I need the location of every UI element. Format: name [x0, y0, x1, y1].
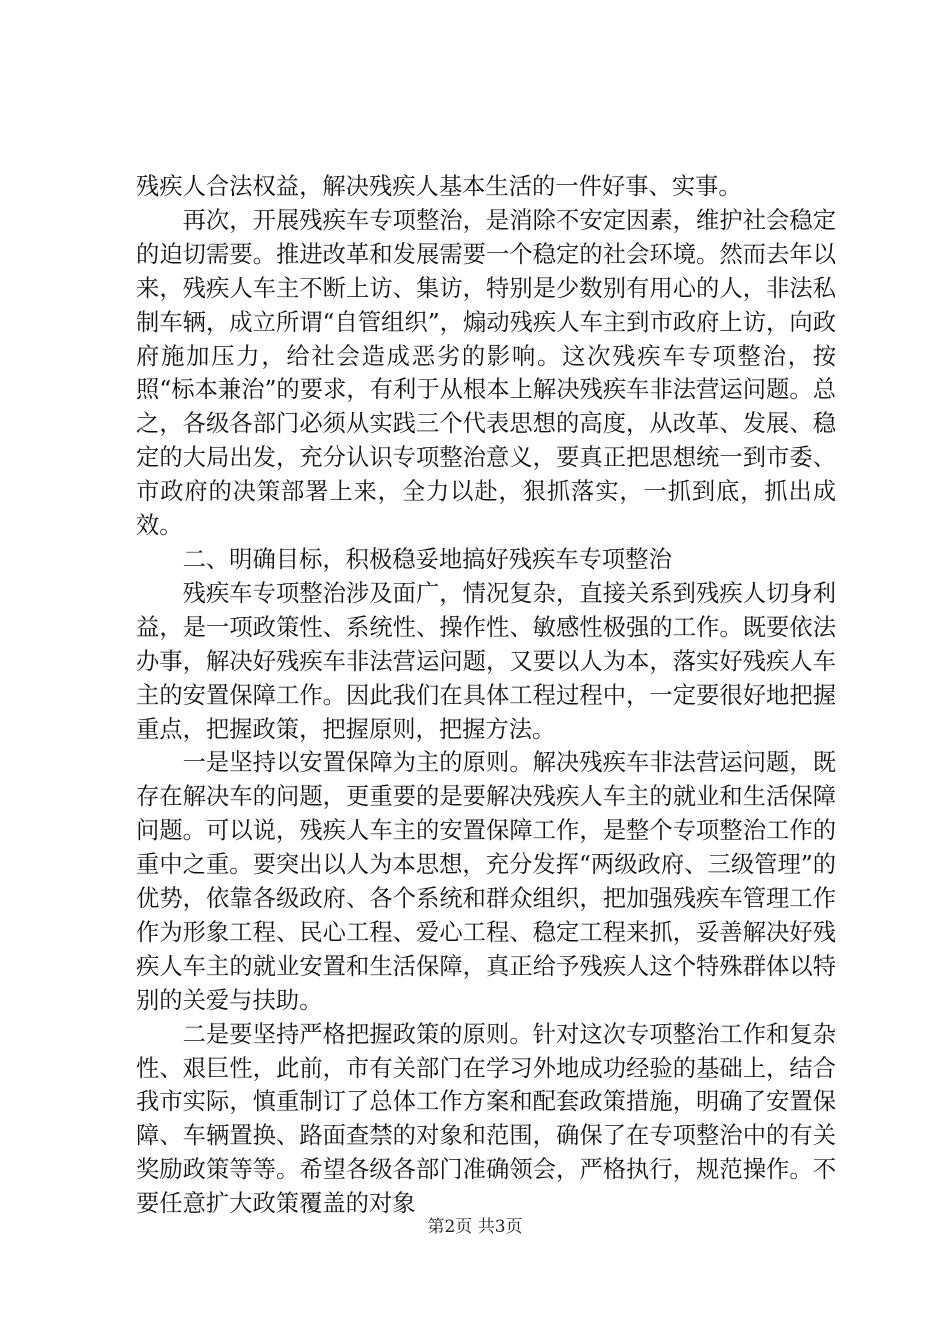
page-number-footer: 第2页 共3页: [427, 1217, 523, 1237]
paragraph-3: 残疾车专项整治涉及面广，情况复杂，直接关系到残疾人切身利益，是一项政策性、系统性、操作性、敏感性极强的工作。既要依法办事，解决好残疾车非法营运问题，又要以人为本，落实好残疾人车主的安置保障工作。因此我们在具体工程过程中，一定要很好地把握重点，把握政策，把握原则，把握方法。: [136, 579, 836, 743]
section-heading: 二、明确目标，积极稳妥地搞好残疾车专项整治: [182, 545, 672, 573]
document-body: [136, 170, 836, 1221]
paragraph-5: 二是要坚持严格把握政策的原则。针对这次专项整治工作和复杂性、艰巨性，此前，市有关部门在学习外地成功经验的基础上，结合我市实际，慎重制订了总体工作方案和配套政策措施，明确了安置保障、车辆置换、路面查禁的对象和范围，确保了在专项整治中的有关奖励政策等等。希望各级各部门准确领会，严格执行，规范操作。不要任意扩大政策覆盖的对象: [136, 1020, 836, 1218]
paragraph-2: 再次，开展残疾车专项整治，是消除不安定因素，维护社会稳定的迫切需要。推进改革和发展需要一个稳定的社会环境。然而去年以来，残疾人车主不断上访、集访，特别是少数别有用心的人，非法私制车辆，成立所谓“自管组织”，煽动残疾人车主到市政府上访，向政府施加压力，给社会造成恶劣的影响。这次残疾车专项整治，按照“标本兼治”的要求，有利于从根本上解决残疾车非法营运问题。总之，各级各部门必须从实践三个代表思想的高度，从改革、发展、稳定的大局出发，充分认识专项整治意义，要真正把思想统一到市委、市政府的决策部署上来，全力以赴，狠抓落实，一抓到底，抓出成效。: [136, 206, 836, 540]
paragraph-4: 一是坚持以安置保障为主的原则。解决残疾车非法营运问题，既存在解决车的问题，更重要的是要解决残疾人车主的就业和生活保障问题。可以说，残疾人车主的安置保障工作，是整个专项整治工作的重中之重。要突出以人为本思想，充分发挥“两级政府、三级管理”的优势，依靠各级政府、各个系统和群众组织，把加强残疾车管理工作作为形象工程、民心工程、爱心工程、稳定工程来抓，妥善解决好残疾人车主的就业安置和生活保障，真正给予残疾人这个特殊群体以特别的关爱与扶助。: [136, 749, 836, 1014]
paragraph-1: 残疾人合法权益，解决残疾人基本生活的一件好事、实事。: [136, 173, 742, 200]
